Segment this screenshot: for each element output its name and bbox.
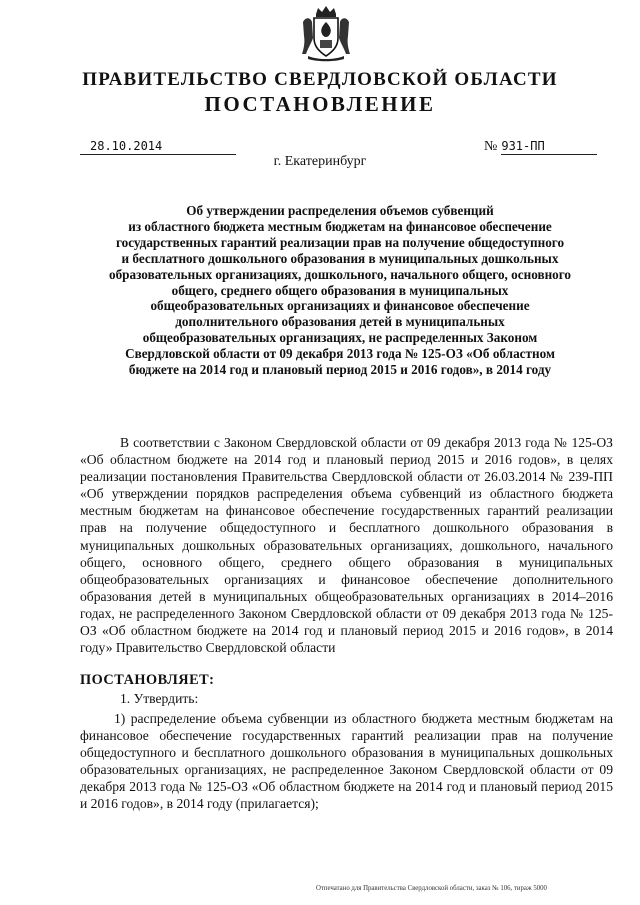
title-line: дополнительного образования детей в муниципальных [175,314,505,330]
ruling-heading: ПОСТАНОВЛЯЕТ: [80,672,215,688]
item-1: 1. Утвердить: [120,691,199,706]
item-1-subitem-1: 1) распределение объема субвенции из областного бюджета местным бюджетам на финансовое обеспечение государственных гарантий реализации прав на получение общедоступного и бесплатного дошкольного образования в муниципальных дошкольных образовательных организациях, не распределенное Законом Свердловской области от 09 декабря 2013 года № 125-ОЗ «Об областном бюджете на 2014 год и плановый период 2015 и 2016 годов», в 2014 году (прилагается); [80,711,613,812]
coat-of-arms-icon [300,4,352,62]
decree-title [80,203,600,378]
number-label: № [484,139,498,154]
city: г. Екатеринбург [273,154,367,169]
preamble-paragraph: В соответствии с Законом Свердловской области от 09 декабря 2013 года № 125-ОЗ «Об областном бюджете на 2014 год и плановый период 2015 и 2016 годов», в целях реализации постановления Правительства Свердловской области от 26.03.2014 № 239-ПП «Об утверждении порядков распределения объема субвенций из областного бюджета местным бюджетам на финансовое обеспечение государственных гарантий реализации прав на получение общедоступного и бесплатного дошкольного образования в муниципальных дошкольных образовательных организациях, дошкольного, начального общего, основного общего, среднего общего образования в муниципальных общеобразовательных организациях и финансовое обеспечение дополнительного образования детей в муниципальных общеобразовательных организациях в 2014–2016 годах, не распределенного Законом Свердловской области от 09 декабря 2013 года № 125-ОЗ «Об областном бюджете на 2014 год и плановый период 2015 и 2016 годов», в 2014 году» Правительство Свердловской области [80,435,613,656]
title-line: бюджете на 2014 год и плановый период 2015 и 2016 годов», в 2014 году [128,362,552,378]
title-line: общеобразовательных организациях, не распределенных Законом [142,330,538,346]
decree-date: 28.10.2014 [80,138,236,155]
title-line: государственных гарантий реализации прав на получение общедоступного [115,234,565,250]
print-note: Отпечатано для Правительства Свердловской области, заказ № 106, тираж 5000 [316,885,547,892]
title-line: и бесплатного дошкольного образования в муниципальных дошкольных [121,250,559,266]
title-line: из областного бюджета местным бюджетам на финансовое обеспечение [128,218,552,234]
document-type: ПОСТАНОВЛЕНИЕ [204,92,436,116]
title-line: Свердловской области от 09 декабря 2013 года № 125-ОЗ «Об областном [125,346,555,362]
title-line: образовательных организациях, дошкольного, начального общего, основного [108,266,572,282]
government-name: ПРАВИТЕЛЬСТВО СВЕРДЛОВСКОЙ ОБЛАСТИ [82,69,558,90]
title-line: Об утверждении распределения объемов субвенций [186,203,494,218]
title-line: общего, среднего общего образования в муниципальных [171,282,509,298]
decree-number: 931-ПП [501,138,597,155]
decree-number-block [484,138,597,155]
title-line: общеобразовательных организациях и финансовое обеспечение [150,298,530,314]
